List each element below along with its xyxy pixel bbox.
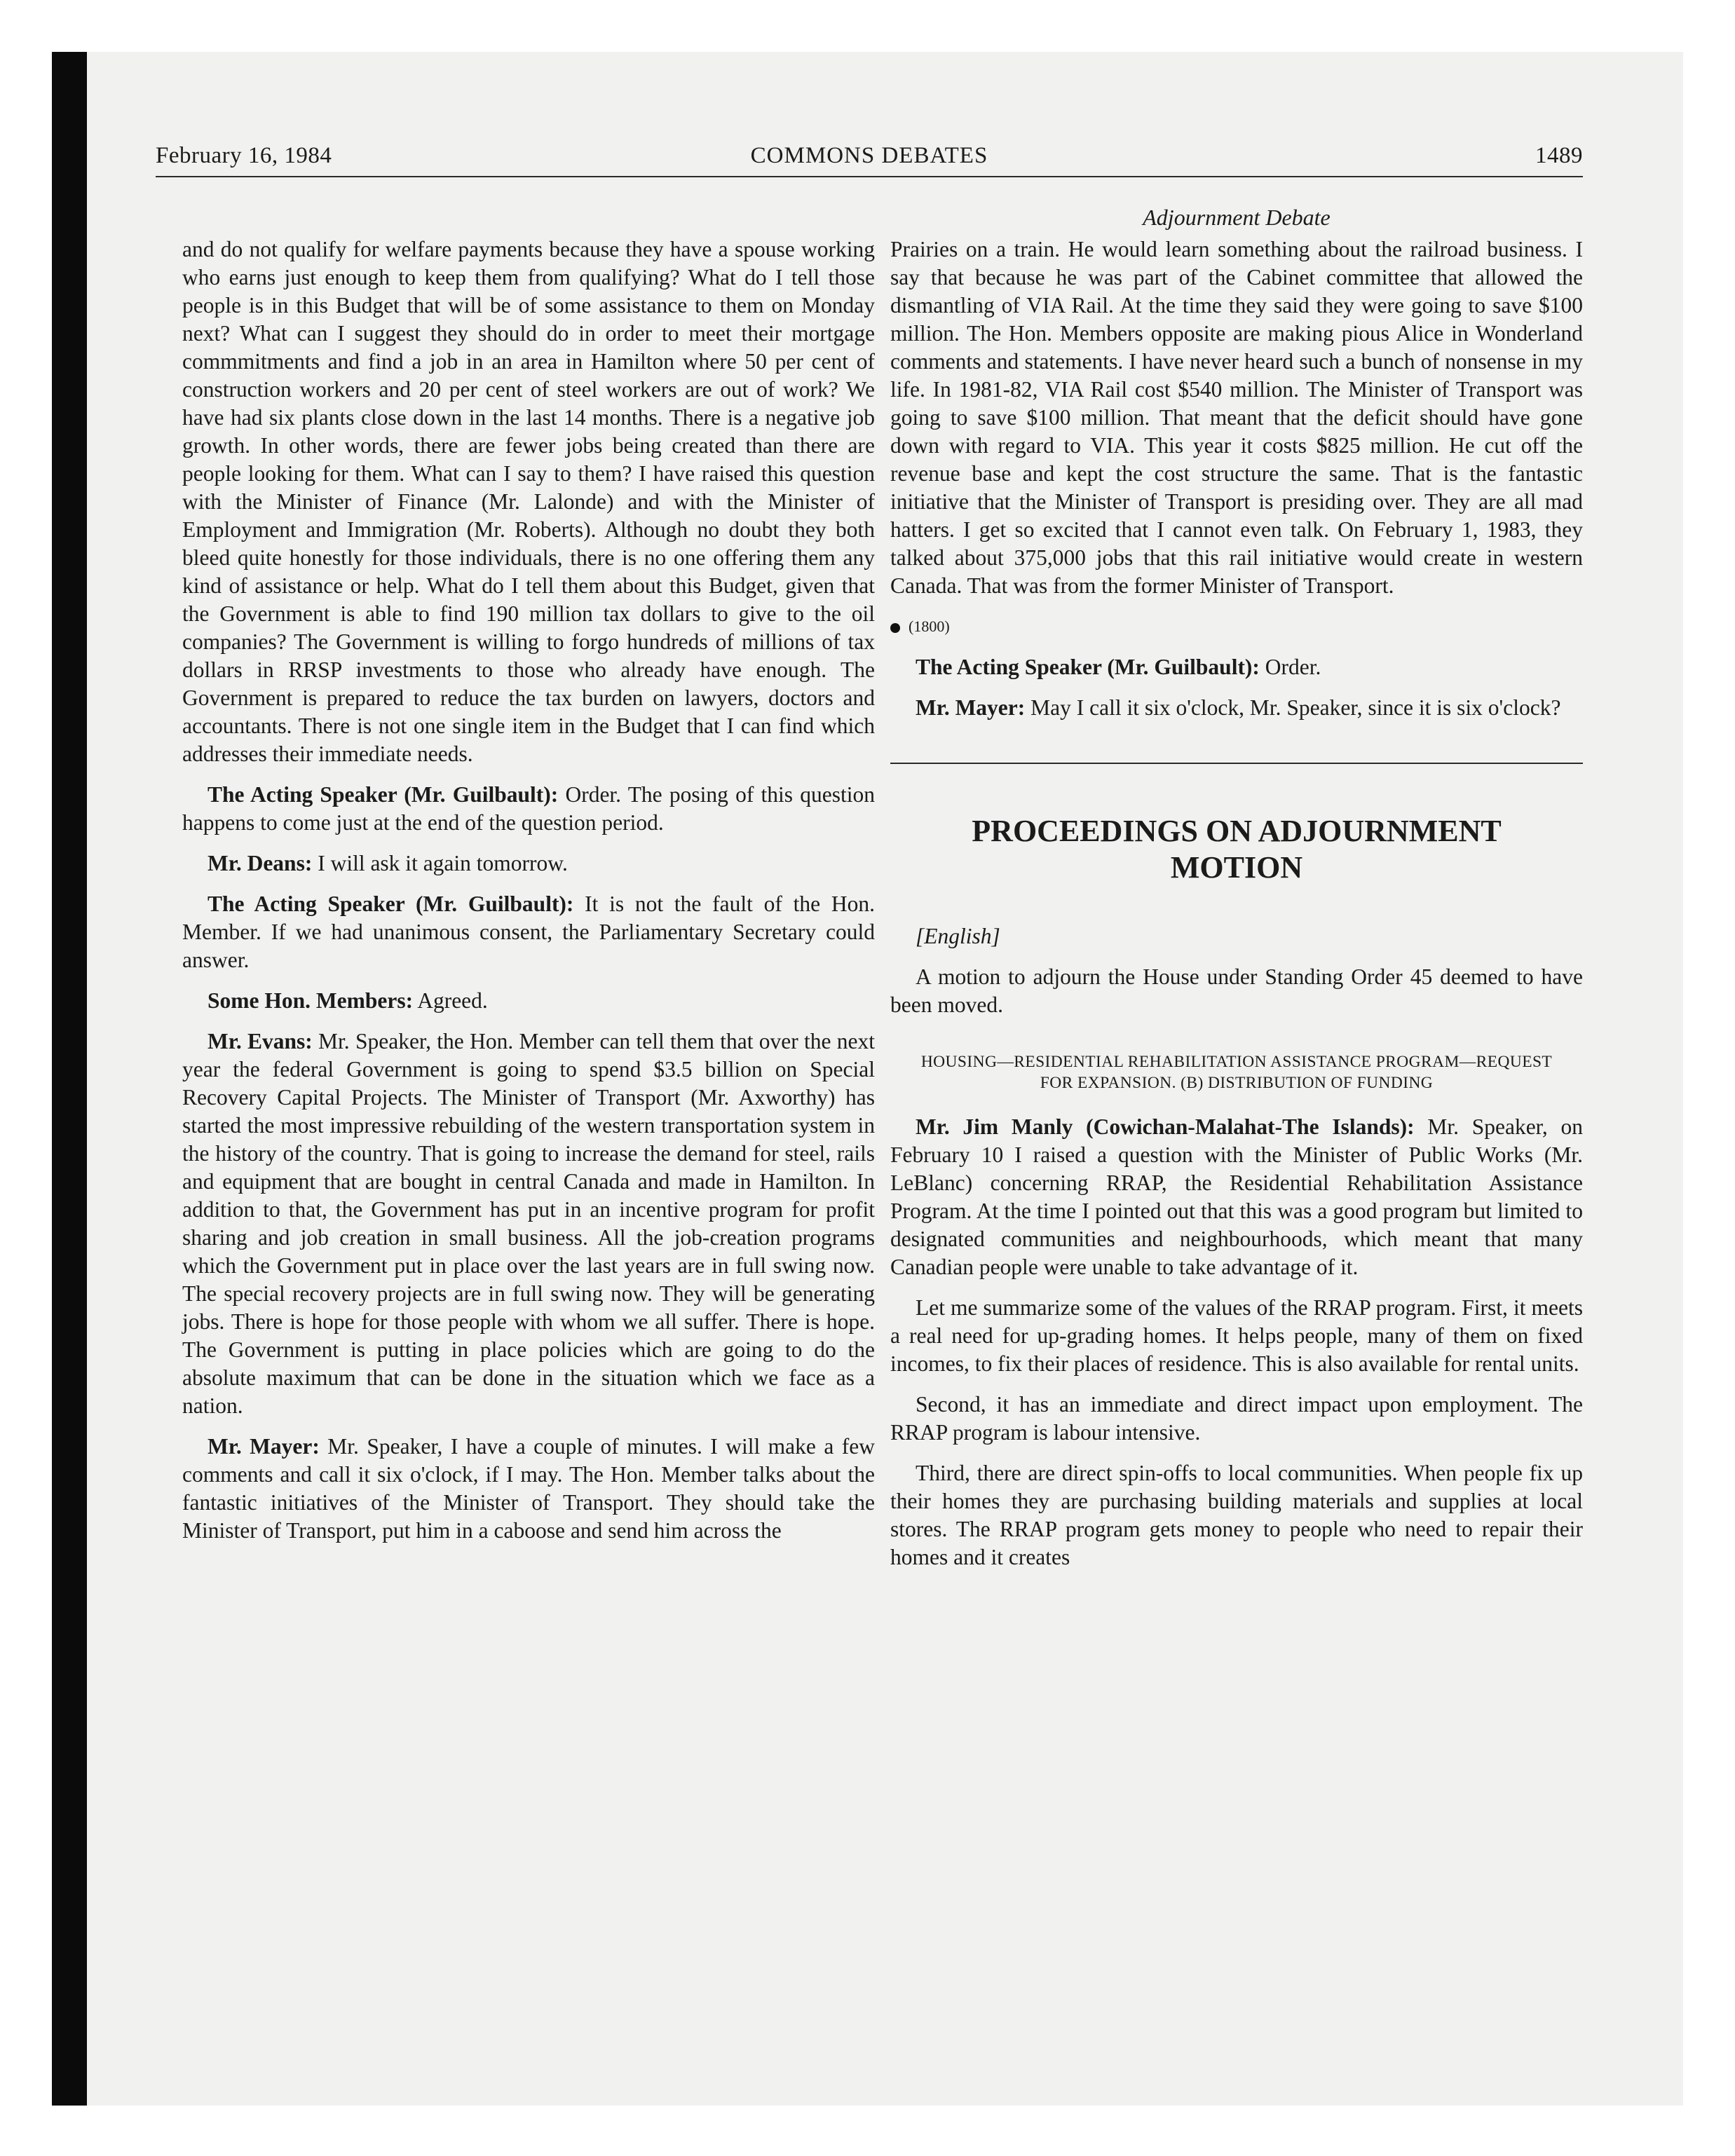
language-note: [English] (916, 924, 1000, 948)
binding-edge (52, 52, 87, 2106)
left-column (182, 236, 875, 1557)
speaker-name: Some Hon. Members: (207, 988, 414, 1013)
speech (890, 694, 1583, 722)
header-page-number: 1489 (1535, 143, 1583, 168)
section-heading: PROCEEDINGS ON ADJOURNMENT MOTION (972, 814, 1502, 885)
speech (182, 890, 875, 974)
paragraph: and do not qualify for welfare payments because they have a spouse working who earns just enough to keep them from qualifying? What do I tell those people is in this Budget that will be of some assistance to them on Monday next? What can I suggest they should do in order to meet their mortgage commmitments and find a job in an area in Hamilton where 50 per cent of construction workers and 20 per cent of steel workers are out of work? We have had six plants close down in the last 14 months. There is a negative job growth. In other words, there are fewer jobs being created than there are people looking for them. What can I say to them? I have raised this question with the Minister of Finance (Mr. Lalonde) and with the Minister of Employment and Immigration (Mr. Roberts). Although no doubt they both bleed quite honestly for those individuals, there is no one offering them any kind of assistance or help. What do I tell them about this Budget, given that the Government is able to find 190 million tax dollars to give to the oil companies? The Government is willing to forgo hundreds of millions of tax dollars in RRSP investments to those who already have enough. The Government is prepared to reduce the tax burden on lawyers, doctors and accountants. There is not one single item in the Budget that I can find which addresses their immediate needs. (182, 237, 875, 766)
running-head (156, 140, 1583, 175)
speech-text: Order. (1259, 655, 1321, 679)
paragraph: Prairies on a train. He would learn something about the railroad business. I say that because he was part of the Cabinet committee that allowed the dismantling of VIA Rail. At the time they said they were going to save $100 million. The Hon. Members opposite are making pious Alice in Wonderland comments and statements. I have never heard such a bunch of nonsense in my life. In 1981-82, VIA Rail cost $540 million. The Minister of Transport was going to save $100 million. That meant that the deficit should have gone down with regard to VIA. This year it costs $825 million. He cut off the revenue base and kept the cost structure the same. That is the fantastic initiative that the Minister of Transport is presiding over. They are all mad hatters. I get so excited that I cannot even talk. On February 1, 1983, they talked about 375,000 jobs that this rail initiative would create in western Canada. That was from the former Minister of Transport. (890, 237, 1583, 598)
speech-text: Order. The posing of this question happens to come just at the end of the question period. (182, 782, 875, 835)
speaker-name: The Acting Speaker (Mr. Guilbault): (207, 782, 559, 807)
speech (182, 1433, 875, 1545)
subject-heading: HOUSING—RESIDENTIAL REHABILITATION ASSISTANCE PROGRAM—REQUEST FOR EXPANSION. (B) DISTRIBUTION OF FUNDING (920, 1053, 1553, 1092)
section-label: Adjournment Debate (1143, 205, 1331, 230)
speech-text: It is not the fault of the Hon. Member. If we had unanimous consent, the Parliamentary Secretary could answer. (182, 892, 875, 972)
speech (182, 1028, 875, 1420)
bullet-icon (890, 623, 900, 633)
section-divider (890, 763, 1583, 764)
speaker-name: Mr. Evans: (207, 1029, 313, 1053)
paragraph: Third, there are direct spin-offs to local communities. When people fix up their homes they are purchasing building materials and supplies at local stores. The RRAP program gets money to people who need to repair their homes and it creates (890, 1461, 1583, 1569)
paragraph: A motion to adjourn the House under Standing Order 45 deemed to have been moved. (890, 964, 1583, 1017)
speaker-name: The Acting Speaker (Mr. Guilbault): (207, 892, 574, 916)
speech-text: Mr. Speaker, on February 10 I raised a question with the Minister of Public Works (Mr. LeBlanc) concerning RRAP, the Residential Rehabilitation Assistance Program. At the time I pointed out that this was a good program but limited to designated communities and neighbourhoods, which meant that many Canadian people were unable to take advantage of it. (890, 1114, 1583, 1279)
speaker-name: Mr. Deans: (207, 851, 313, 875)
right-column (890, 203, 1583, 1584)
speaker-name: The Acting Speaker (Mr. Guilbault): (916, 655, 1260, 679)
paragraph: Let me summarize some of the values of the RRAP program. First, it meets a real need for up-grading homes. It helps people, many of them on fixed incomes, to fix their places of residence. This is also available for rental units. (890, 1295, 1583, 1376)
header-title: COMMONS DEBATES (750, 143, 988, 168)
speech (182, 781, 875, 837)
speaker-name: Mr. Jim Manly (Cowichan-Malahat-The Islands): (916, 1114, 1415, 1139)
header-rule (156, 176, 1583, 177)
speaker-name: Mr. Mayer: (207, 1434, 320, 1459)
speech (890, 1113, 1583, 1281)
speech (890, 653, 1583, 681)
speech-text: May I call it six o'clock, Mr. Speaker, since it is six o'clock? (1025, 695, 1561, 720)
speech (182, 850, 875, 878)
paragraph: Second, it has an immediate and direct impact upon employment. The RRAP program is labour intensive. (890, 1392, 1583, 1445)
speech-text: Mr. Speaker, I have a couple of minutes. I will make a few comments and call it six o'clock, if I may. The Hon. Member talks about the fantastic initiatives of the Minister of Transport. They should take the Minister of Transport, put him in a caboose and send him across the (182, 1434, 875, 1543)
speaker-name: Mr. Mayer: (916, 695, 1026, 720)
speech-text: I will ask it again tomorrow. (312, 851, 568, 875)
header-date: February 16, 1984 (156, 143, 332, 168)
speech-text: Agreed. (413, 988, 488, 1013)
speech-text: Mr. Speaker, the Hon. Member can tell them that over the next year the federal Government is going to spend $3.5 billion on Special Recovery Capital Projects. The Minister of Transport (Mr. Axworthy) has started the most impressive rebuilding of the western transportation system in the history of the country. That is going to increase the demand for steel, rails and equipment that are bought in central Canada and made in Hamilton. In addition to that, the Government has put in an incentive program for profit sharing and job creation in small business. All the job-creation programs which the Government put in place over the last years are in full swing now. The special recovery projects are in full swing now. They will be generating jobs. There is hope for those people with whom we all suffer. There is hope. The Government is putting in place policies which are going to do the absolute maximum that can be done in the situation which we face as a nation. (182, 1029, 876, 1418)
timestamp-text: (1800) (909, 618, 950, 635)
speech (182, 987, 875, 1015)
timestamp (890, 613, 1583, 641)
